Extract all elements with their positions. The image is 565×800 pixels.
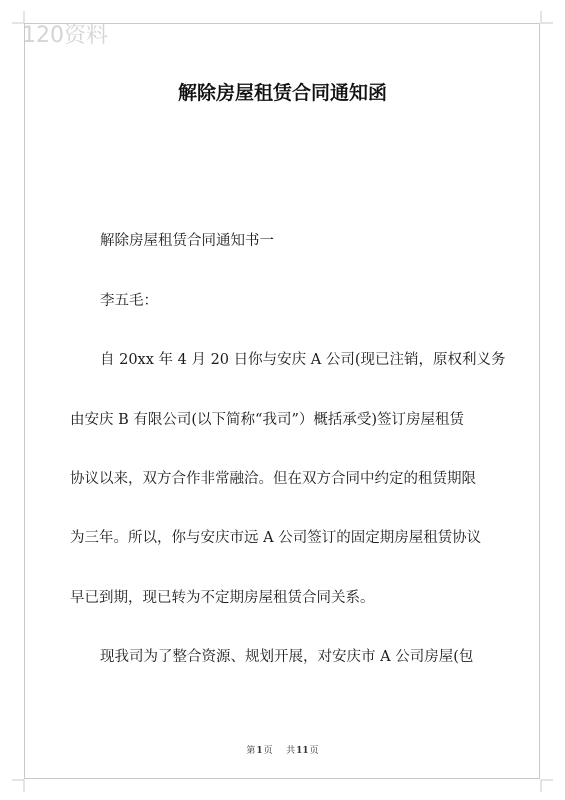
watermark-text: 120资料 — [22, 23, 108, 48]
footer-page-prefix: 第 — [246, 746, 256, 756]
crop-mark-top-right — [539, 11, 553, 25]
body-line: 由安庆 B 有限公司(以下简称“我司”）概括承受)签订房屋租赁 — [70, 412, 465, 428]
body-line: 自 20xx 年 4 月 20 日你与安庆 A 公司(现已注销，原权利义务 — [100, 352, 506, 368]
footer-total-prefix: 共 — [286, 746, 296, 756]
crop-mark-bottom-right — [539, 778, 553, 792]
crop-mark-bottom-left — [12, 778, 26, 792]
document-title: 解除房屋租赁合同通知函 — [177, 82, 387, 104]
footer-page-current: 1 — [256, 746, 263, 756]
paragraph-heading: 解除房屋租赁合同通知书一 — [100, 233, 274, 249]
crop-mark-top-left — [12, 11, 26, 25]
footer-page-total: 11 — [296, 746, 309, 756]
footer-page-mid: 页 — [263, 746, 273, 756]
body-line: 协议以来，双方合作非常融洽。但在双方合同中约定的租赁期限 — [70, 471, 476, 487]
footer-total-suffix: 页 — [309, 746, 319, 756]
salutation: 李五毛： — [100, 293, 158, 309]
page-number-footer — [0, 743, 565, 756]
body-line: 为三年。所以，你与安庆市远 A 公司签订的固定期房屋租赁协议 — [70, 530, 482, 546]
body-line: 早已到期，现已转为不定期房屋租赁合同关系。 — [70, 590, 375, 606]
body-line: 现我司为了整合资源、规划开展，对安庆市 A 公司房屋(包 — [100, 649, 474, 665]
